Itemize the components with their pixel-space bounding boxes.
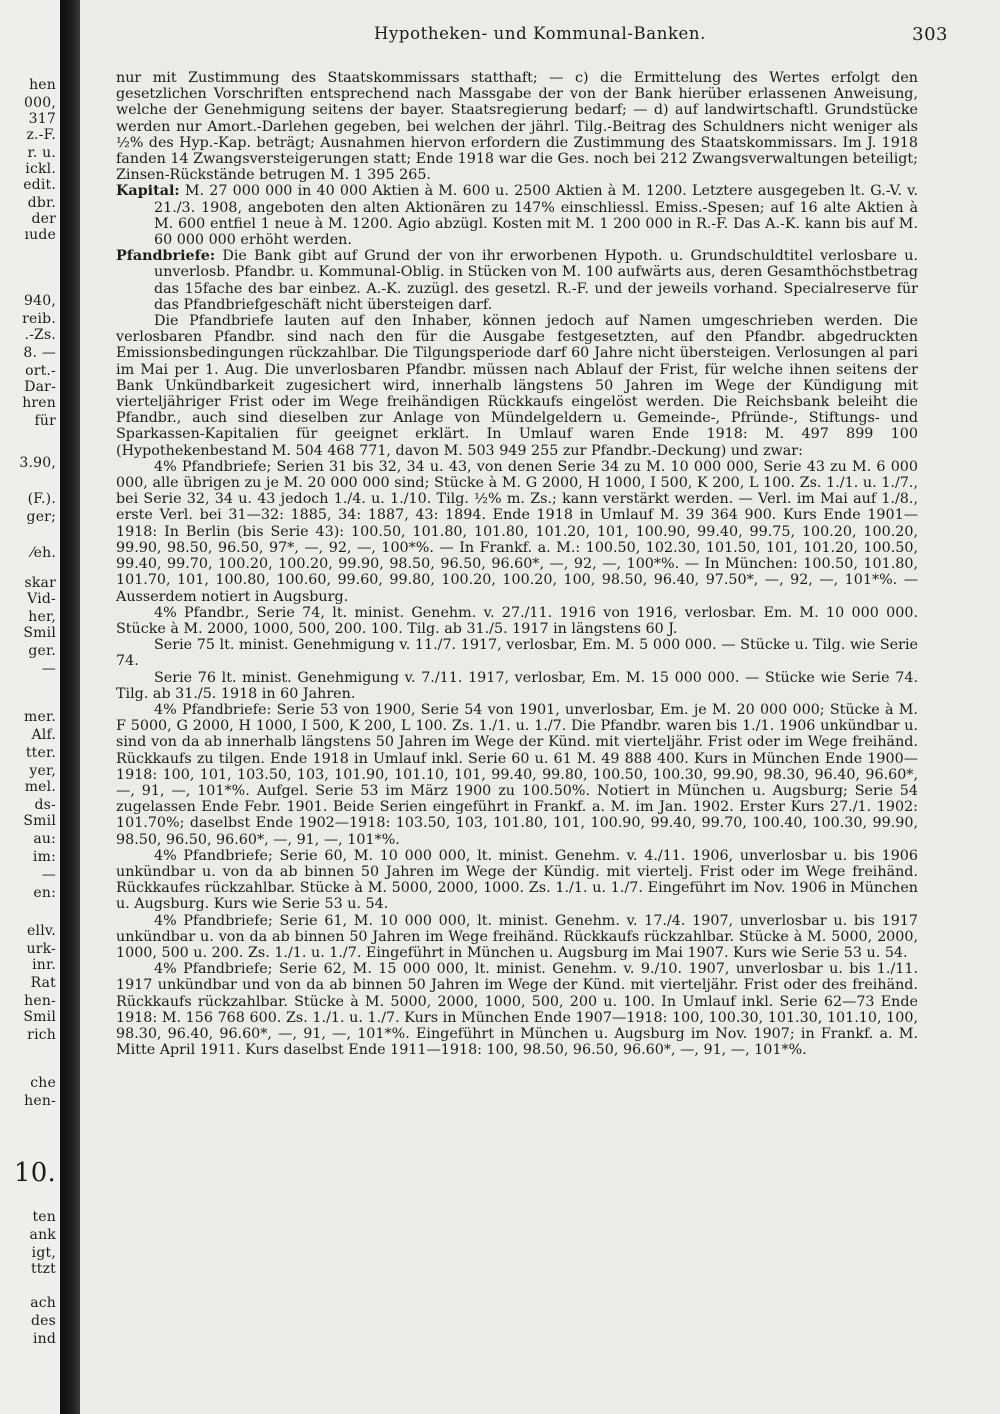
paragraph-serie-75: Serie 75 lt. minist. Genehmigung v. 11./7. 1917, verlosbar, Em. M. 5 000 000. — Stücke u. Tilg. wie Serie 74.	[116, 637, 918, 670]
left-margin-fragment: r. u.	[27, 145, 56, 161]
left-margin-fragment: ellv.	[27, 923, 56, 939]
left-margin-strip	[0, 0, 60, 1414]
pfandbriefe-label: Pfandbriefe:	[116, 248, 216, 265]
left-margin-fragment: her,	[28, 609, 56, 625]
left-margin-fragment: des	[30, 1313, 56, 1329]
left-margin-fragment: dbr.	[27, 195, 56, 211]
left-margin-fragment: ⁄eh.	[31, 545, 56, 561]
left-margin-fragment: hen-	[24, 993, 56, 1009]
left-margin-fragment: urk-	[26, 941, 56, 957]
left-margin-fragment: ickl.	[25, 161, 56, 177]
paragraph-serien-31-43: 4% Pfandbriefe; Serien 31 bis 32, 34 u. 43, von denen Serie 34 zu M. 10 000 000, Serie 43 zu M. 6 000 000, alle übrigen zu je M. 20 000 000 sind; Stücke à M. G 2000, H 1000, I 500, K 200, L 100. Zs. 1./1. u. 1./7., bei Serie 32, 34 u. 43 jedoch 1./4. u. 1./10. Tilg. ½% m. Zs.; kann verstärkt werden. — Verl. im Mai auf 1./8., erste Verl. bei 31—32: 1885, 34: 1887, 43: 1894. Ende 1918 in Umlauf M. 39 364 900. Kurs Ende 1901—1918: In Berlin (bis Serie 43): 100.50, 101.80, 101.80, 101.20, 101, 100.90, 99.40, 99.75, 100.20, 100.20, 99.90, 98.50, 96.50, 97*, —, 92, —, 100*%. — In Frankf. a. M.: 100.50, 102.30, 101.50, 101, 101.20, 100.50, 99.40, 99.70, 100.20, 100.20, 99.90, 98.50, 96.50, 96.60*, —, 92, —, 100*%. — In München: 100.50, 101.80, 101.70, 101, 100.80, 100.60, 99.60, 99.80, 100.20, 100.20, 100, 98.50, 96.40, 97.50*, —, 92, —, 101*%. — Ausserdem notiert in Augsburg.	[116, 458, 918, 605]
left-margin-fragment: —	[41, 867, 56, 883]
page-header	[80, 24, 1000, 50]
paragraph-serie-61: 4% Pfandbriefe; Serie 61, M. 10 000 000, lt. minist. Genehm. v. 17./4. 1907, unverlosbar u. bis 1917 unkündbar u. von da ab binnen 50 Jahren im Wege freihänd. Rückkaufs rückzahlbar. Stücke à M. 5000, 2000, 1000, 500 u. 200. Zs. 1./1. u. 1./7. Eingeführt in München u. Augsburg im Mai 1907. Kurs wie Serie 53 u. 54.	[116, 912, 918, 961]
kapital-text: M. 27 000 000 in 40 000 Aktien à M. 600 u. 2500 Aktien à M. 1200. Letztere ausgegeben lt. G.-V. v. 21./3. 1908, angeboten den alten Aktionären zu 147% einschliessl. Emiss.-Spesen; auf 16 alte Aktien à M. 600 entfiel 1 neue à M. 1200. Agio abzügl. Kosten mit M. 1 200 000 in R.-F. Das A.-K. kann bis auf M. 60 000 000 erhöht werden.	[154, 183, 918, 249]
left-margin-fragment: ds-	[34, 797, 56, 813]
left-margin-fragment: mel.	[24, 779, 56, 795]
left-margin-fragment: z.-F.	[26, 127, 56, 143]
pfandbriefe-text: Die Bank gibt auf Grund der von ihr erworbenen Hypoth. u. Grundschuldtitel verlosbare u. unverlosb. Pfandbr. u. Kommunal-Oblig. in Stücken von M. 100 aufwärts aus, deren Gesamthöchstbetrag das 15fache des bar einbez. A.-K. zuzügl. des gesetzl. R.-F. und der jeweils vorhand. Specialreserve für das Pfandbriefgeschäft nicht übersteigen darf.	[154, 248, 918, 313]
left-margin-fragment: hen	[29, 77, 56, 93]
paragraph-serie-60: 4% Pfandbriefe; Serie 60, M. 10 000 000, lt. minist. Genehm. v. 4./11. 1906, unverlosbar u. bis 1906 unkündbar u. von da ab binnen 50 Jahren im Wege der Kündig. mit viertelj. Frist oder im Wege freihänd. Rückkaufes rückzahlbar. Stücke à M. 5000, 2000, 1000. Zs. 1./1. u. 1./7. Eingeführt im Nov. 1906 in München u. Augsburg. Kurs wie Serie 53 u. 54.	[116, 847, 918, 913]
left-margin-fragment: skar	[24, 575, 56, 591]
paragraph-serie-53-54: 4% Pfandbriefe: Serie 53 von 1900, Serie 54 von 1901, unverlosbar, Em. je M. 20 000 000; Stücke à M. F 5000, G 2000, H 1000, I 500, K 200, L 100. Zs. 1./1. u. 1./7. Die Pfandbr. waren bis 1./1. 1906 unkündbar u. sind von da ab innerhalb längstens 50 Jahren im Wege der Künd. mit vierteljähr. Frist oder im Wege freihänd. Rückkaufs zu tilgen. Ende 1918 in Umlauf inkl. Serie 60 u. 61 M. 49 888 400. Kurs in München Ende 1900—1918: 100, 101, 103.50, 103, 101.90, 101.10, 101, 99.40, 99.80, 100.50, 100.30, 99.90, 98.30, 96.40, 96.60*, —, 91, —, 101*%. Aufgel. Serie 53 im März 1900 zu 100.50%. Notiert in München u. Augsburg; Serie 54 zugelassen Ende Febr. 1901. Beide Serien eingeführt in Frankf. a. M. im Jan. 1902. Erster Kurs 27./1. 1902: 101.70%; daselbst Ende 1902—1918: 103.50, 103, 101.80, 101, 100.90, 99.40, 99.70, 100.40, 100.30, 99.90, 98.50, 96.50, 96.60*, —, 91, —, 101*%.	[116, 701, 918, 848]
left-margin-fragment: Smil	[23, 625, 56, 641]
left-margin-fragment: ıude	[24, 227, 56, 243]
left-margin-fragment: .-Zs.	[24, 327, 56, 343]
left-margin-fragment: hen-	[24, 1093, 56, 1109]
paragraph-pfandbriefe-conditions: Die Pfandbriefe lauten auf den Inhaber, können jedoch auf Namen umgeschrieben werden. Die verlosbaren Pfandbr. sind nach den für die Ausgabe festgesetzten, auf den Pfandbr. abgedruckten Emissionsbedingungen rückzahlbar. Die Tilgungsperiode darf 60 Jahre nicht übersteigen. Verlosungen al pari im Mai per 1. Aug. Die unverlosbaren Pfandbr. müssen nach Ablauf der Frist, für welche ihnen seitens der Bank Unkündbarkeit zugesichert wird, innerhalb längstens 50 Jahren im Wege der Kündigung mit vierteljähriger Frist oder im Wege freihändigen Rückkaufs eingelöst werden. Die Reichsbank beleiht die Pfandbr., auch sind dieselben zur Anlage von Mündelgeldern u. Gemeinde-, Pfründe-, Stiftungs- und Sparkassen-Kapitalien für geeignet erklärt. In Umlauf waren Ende 1918: M. 497 899 100 (Hypothekenbestand M. 504 468 771, davon M. 503 949 255 zur Pfandbr.-Deckung) und zwar:	[116, 313, 918, 459]
left-margin-fragment: au:	[33, 831, 56, 847]
main-text-column	[116, 70, 918, 1058]
left-margin-fragment: 000,	[24, 95, 56, 111]
left-margin-fragment: 3.90,	[19, 455, 56, 471]
left-margin-fragment: der	[31, 211, 56, 227]
left-margin-fragment: yer,	[29, 763, 56, 779]
left-margin-fragment: tter.	[25, 745, 56, 761]
left-margin-fragment: ten	[32, 1209, 56, 1225]
left-margin-fragment: che	[30, 1075, 56, 1091]
left-margin-fragment: Rat	[30, 975, 56, 991]
paragraph-serie-76: Serie 76 lt. minist. Genehmigung v. 7./11. 1917, verlosbar, Em. M. 15 000 000. — Stücke wie Serie 74. Tilg. ab 31./5. 1918 in 60 Jahren.	[116, 669, 918, 702]
left-margin-fragment: Dar-	[24, 379, 56, 395]
left-margin-fragment: ttzt	[30, 1261, 56, 1277]
left-margin-fragment: im:	[32, 849, 56, 865]
left-margin-fragment: ger;	[26, 509, 56, 525]
left-margin-fragment: 317	[28, 111, 56, 127]
left-margin-fragment: mer.	[24, 709, 56, 725]
left-margin-fragment: en:	[33, 885, 56, 901]
paragraph-continuation: nur mit Zustimmung des Staatskommissars statthaft; — c) die Ermittelung des Wertes erfolgt den gesetzlichen Vorschriften entsprechend nach Massgabe der von der Bank hierüber erlassenen Anweisung, welche der Genehmigung seitens der bayer. Staatsregierung bedarf; — d) auf landwirtschaftl. Grundstücke werden nur Amort.-Darlehen gegeben, bei welchen der jährl. Tilg.-Beitrag des Schuldners nicht weniger als ½% des Hyp.-Kap. beträgt; Ausnahmen hiervon erfordern die Zustimmung des Staatskommissars. Im J. 1918 fanden 14 Zwangsversteigerungen statt; Ende 1918 war die Ges. noch bei 212 Zwangsverwaltungen beteiligt; Zinsen-Rückstände betrugen M. 1 395 265.	[116, 70, 918, 184]
book-gutter-shadow	[60, 0, 80, 1414]
left-margin-fragment: 10.	[14, 1158, 56, 1188]
page-number: 303	[912, 24, 948, 45]
kapital-label: Kapital:	[116, 183, 180, 200]
left-margin-fragment: ind	[32, 1331, 56, 1347]
left-margin-fragment: edit.	[23, 177, 56, 193]
left-margin-fragment: rich	[27, 1027, 56, 1043]
left-margin-fragment: 8. —	[23, 345, 56, 361]
left-margin-fragment: inr.	[32, 957, 56, 973]
left-margin-fragment: ort.-	[25, 363, 56, 379]
running-title: Hypotheken- und Kommunal-Banken.	[374, 24, 706, 43]
left-margin-fragment: reib.	[22, 311, 56, 327]
left-margin-fragment: hren	[22, 395, 56, 411]
paragraph-kapital	[116, 183, 918, 248]
left-margin-fragment: ank	[29, 1227, 56, 1243]
left-margin-fragment: —	[41, 661, 56, 677]
left-margin-fragment: ach	[30, 1295, 56, 1311]
left-margin-fragment: Vid-	[27, 591, 56, 607]
left-margin-fragment: für	[34, 413, 56, 429]
paragraph-pfandbriefe	[116, 248, 918, 313]
left-margin-fragment: Smil	[23, 813, 56, 829]
paragraph-serie-74: 4% Pfandbr., Serie 74, lt. minist. Genehm. v. 27./11. 1916 von 1916, verlosbar. Em. M. 10 000 000. Stücke à M. 2000, 1000, 500, 200. 100. Tilg. ab 31./5. 1917 in längstens 60 J.	[116, 604, 918, 637]
left-margin-fragment: (F.).	[27, 491, 56, 507]
left-margin-fragment: Alf.	[31, 727, 56, 743]
paragraph-serie-62: 4% Pfandbriefe; Serie 62, M. 15 000 000, lt. minist. Genehm. v. 9./10. 1907, unverlosbar u. bis 1./11. 1917 unkündbar und von da ab binnen 50 Jahren im Wege der Künd. mit vierteljähr. Frist oder des freihänd. Rückkaufs rückzahlbar. Stücke à M. 5000, 2000, 1000, 500, 200 u. 100. In Umlauf inkl. Serie 62—73 Ende 1918: M. 156 768 600. Zs. 1./1. u. 1./7. Kurs in München Ende 1907—1918: 100, 100.30, 101.30, 101.10, 100, 98.30, 96.40, 96.60*, —, 91, —, 101*%. Eingeführt in München u. Augsburg im Nov. 1907; in Frankf. a. M. Mitte April 1911. Kurs daselbst Ende 1911—1918: 100, 98.50, 96.50, 96.60*, —, 91, —, 101*%.	[116, 961, 918, 1059]
left-margin-fragment: 940,	[24, 293, 56, 309]
left-margin-fragment: igt,	[31, 1245, 56, 1261]
left-margin-fragment: Smil	[23, 1009, 56, 1025]
left-margin-fragment: ger.	[28, 643, 56, 659]
